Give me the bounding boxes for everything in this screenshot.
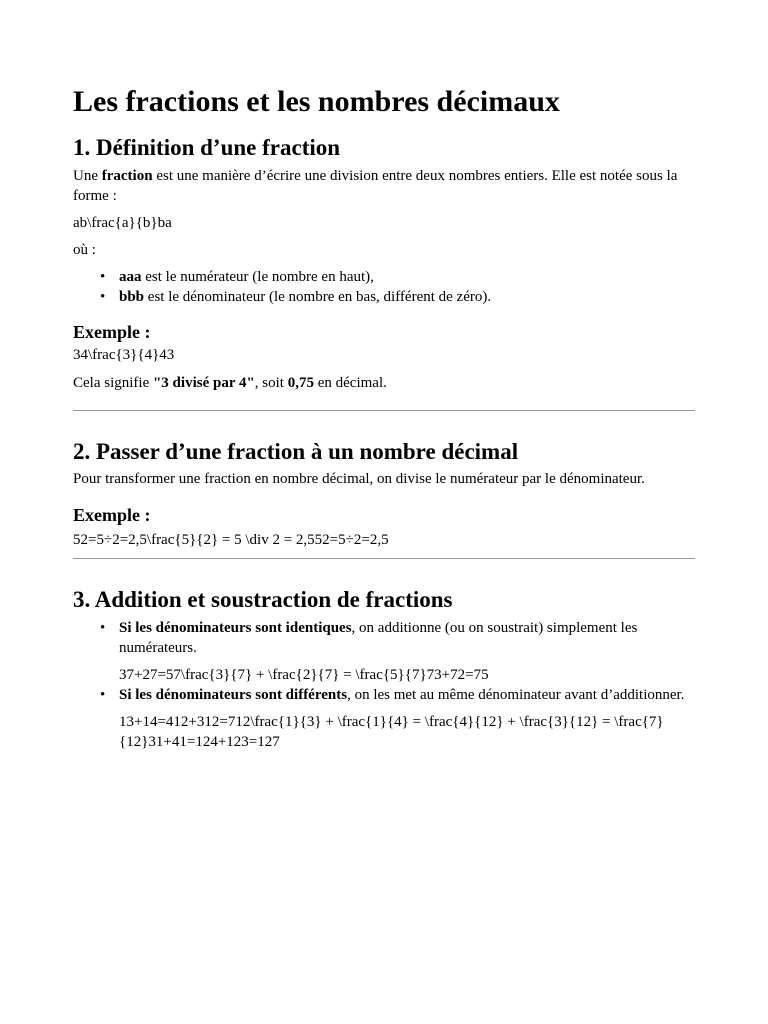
list-item [100, 267, 695, 287]
bullet-icon: • [100, 269, 106, 285]
list-item-text: est le numérateur (le nombre en haut), [141, 269, 374, 285]
section-2-heading: 2. Passer d’une fraction à un nombre décimal [73, 439, 519, 464]
section-1-example-formula: 34\frac{3}{4}43 [73, 347, 175, 363]
section-2-example-heading: Exemple : [73, 505, 151, 525]
section-1-paragraph-bold: fraction [101, 168, 153, 184]
list-item-text: est le dénominateur (le nombre en bas, différent de zéro). [144, 289, 492, 305]
section-3-list [73, 618, 695, 752]
list-item-formula: 13+14=412+312=712\frac{1}{3} + \frac{1}{4} = \frac{4}{12} + \frac{3}{12} = \frac{7}{12}31+41=124+123=127 [119, 714, 664, 750]
section-3-heading: 3. Addition et soustraction de fractions [73, 587, 453, 612]
bullet-icon: • [100, 289, 106, 305]
section-2-paragraph: Pour transformer une fraction en nombre décimal, on divise le numérateur par le dénominateur. [73, 471, 645, 487]
bullet-icon: • [100, 687, 106, 703]
section-2-example-formula: 52=5÷2=2,5\frac{5}{2} = 5 \div 2 = 2,552=5÷2=2,5 [73, 532, 389, 548]
list-item-bold: Si les dénominateurs sont identiques [119, 620, 352, 636]
section-1-ou-label: où : [73, 242, 96, 258]
section-1-example-heading: Exemple : [73, 322, 151, 342]
section-1-heading: 1. Définition d’une fraction [73, 135, 341, 160]
page-title: Les fractions et les nombres décimaux [73, 85, 560, 118]
list-item-paragraph [119, 618, 695, 658]
list-item-formula: 37+27=57\frac{3}{7} + \frac{2}{7} = \frac{5}{7}73+72=75 [119, 667, 489, 683]
list-item-text: , on additionne (ou on soustrait) simplement les numérateurs. [119, 620, 638, 656]
section-1-paragraph [73, 166, 695, 206]
section-1-paragraph-post: est une manière d’écrire une division entre deux nombres entiers. Elle est notée sous la forme : [73, 168, 678, 204]
explanation-pre: Cela signifie [73, 375, 153, 391]
section-divider [73, 410, 695, 411]
section-1-paragraph-pre: Une [73, 168, 102, 184]
explanation-bold-1: "3 divisé par 4" [152, 375, 255, 391]
explanation-post: en décimal. [313, 375, 387, 391]
section-1-formula: ab\frac{a}{b}ba [73, 215, 172, 231]
section-1-explanation [73, 373, 695, 393]
section-1-list [73, 267, 695, 307]
explanation-mid: , soit [254, 375, 288, 391]
bullet-icon: • [100, 620, 106, 636]
list-item-bold: bbb [119, 289, 145, 305]
list-item-bold: aaa [119, 269, 142, 285]
section-divider [73, 558, 695, 559]
list-item [100, 685, 695, 752]
list-item [100, 618, 695, 685]
list-item-bold: Si les dénominateurs sont différents [119, 687, 348, 703]
explanation-bold-2: 0,75 [287, 375, 314, 391]
list-item-paragraph [119, 685, 695, 705]
list-item [100, 287, 695, 307]
list-item-text: , on les met au même dénominateur avant d’additionner. [347, 687, 685, 703]
